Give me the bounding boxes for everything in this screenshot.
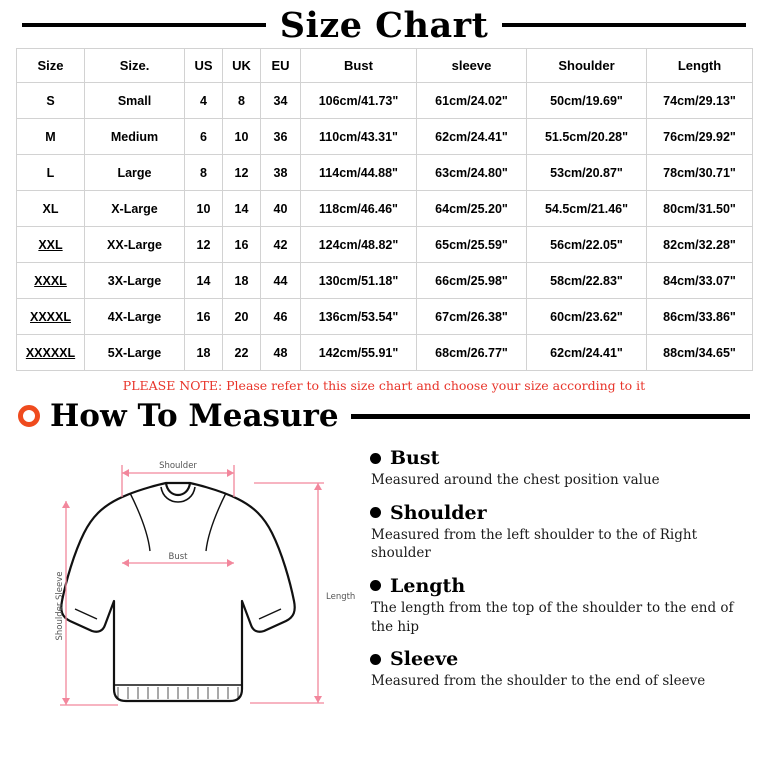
measure-definitions bbox=[370, 441, 742, 741]
cell-eu: 48 bbox=[261, 335, 301, 371]
definition-title: Shoulder bbox=[390, 501, 487, 524]
cell-eu: 44 bbox=[261, 263, 301, 299]
cell-uk: 16 bbox=[223, 227, 261, 263]
cell-bust: 114cm/44.88" bbox=[301, 155, 417, 191]
cell-length: 84cm/33.07" bbox=[647, 263, 753, 299]
definition-title: Bust bbox=[390, 447, 440, 469]
table-row bbox=[17, 191, 753, 227]
col-us: US bbox=[185, 49, 223, 83]
cell-us: 6 bbox=[185, 119, 223, 155]
cell-uk: 22 bbox=[223, 335, 261, 371]
title-rule-right bbox=[502, 23, 746, 27]
cell-bust: 106cm/41.73" bbox=[301, 83, 417, 119]
cell-us: 18 bbox=[185, 335, 223, 371]
cell-size-name: X-Large bbox=[85, 191, 185, 227]
cell-shoulder: 60cm/23.62" bbox=[527, 299, 647, 335]
cell-sleeve: 65cm/25.59" bbox=[417, 227, 527, 263]
cell-uk: 10 bbox=[223, 119, 261, 155]
cell-shoulder: 56cm/22.05" bbox=[527, 227, 647, 263]
col-sleeve: sleeve bbox=[417, 49, 527, 83]
cell-us: 14 bbox=[185, 263, 223, 299]
cell-size: XXXL bbox=[17, 263, 85, 299]
cell-uk: 8 bbox=[223, 83, 261, 119]
definition-head bbox=[370, 502, 742, 524]
cell-bust: 142cm/55.91" bbox=[301, 335, 417, 371]
table-row bbox=[17, 83, 753, 119]
col-bust: Bust bbox=[301, 49, 417, 83]
cell-eu: 40 bbox=[261, 191, 301, 227]
cell-length: 88cm/34.65" bbox=[647, 335, 753, 371]
cell-size: S bbox=[17, 83, 85, 119]
cell-us: 12 bbox=[185, 227, 223, 263]
definition-body: Measured from the shoulder to the end of sleeve bbox=[371, 673, 706, 690]
cell-us: 4 bbox=[185, 83, 223, 119]
col-shoulder: Shoulder bbox=[527, 49, 647, 83]
table-row bbox=[17, 227, 753, 263]
col-uk: UK bbox=[223, 49, 261, 83]
cell-size-name: 3X-Large bbox=[85, 263, 185, 299]
cell-size-name: Medium bbox=[85, 119, 185, 155]
size-table-body bbox=[17, 83, 753, 371]
dot-bullet-icon bbox=[370, 580, 381, 591]
table-row bbox=[17, 335, 753, 371]
cell-uk: 14 bbox=[223, 191, 261, 227]
size-chart-title-row bbox=[0, 0, 768, 44]
label-shoulder: Shoulder bbox=[159, 461, 197, 471]
cell-length: 74cm/29.13" bbox=[647, 83, 753, 119]
cell-eu: 36 bbox=[261, 119, 301, 155]
please-note-text: PLEASE NOTE: Please refer to this size chart and choose your size according to it bbox=[122, 378, 646, 393]
cell-shoulder: 58cm/22.83" bbox=[527, 263, 647, 299]
cell-size-name: 5X-Large bbox=[85, 335, 185, 371]
definition-length bbox=[370, 575, 742, 636]
how-to-measure-header bbox=[0, 395, 768, 435]
cell-sleeve: 64cm/25.20" bbox=[417, 191, 527, 227]
definition-title: Length bbox=[390, 574, 466, 597]
col-eu: EU bbox=[261, 49, 301, 83]
cell-sleeve: 61cm/24.02" bbox=[417, 83, 527, 119]
cell-uk: 20 bbox=[223, 299, 261, 335]
cell-sleeve: 67cm/26.38" bbox=[417, 299, 527, 335]
dot-bullet-icon bbox=[370, 654, 381, 665]
cell-size: L bbox=[17, 155, 85, 191]
label-bust: Bust bbox=[168, 552, 188, 562]
cell-eu: 46 bbox=[261, 299, 301, 335]
page-title: Size Chart bbox=[279, 4, 489, 46]
cell-bust: 118cm/46.46" bbox=[301, 191, 417, 227]
table-row bbox=[17, 155, 753, 191]
cell-length: 76cm/29.92" bbox=[647, 119, 753, 155]
table-row bbox=[17, 263, 753, 299]
cell-bust: 124cm/48.82" bbox=[301, 227, 417, 263]
cell-size-name: 4X-Large bbox=[85, 299, 185, 335]
col-length: Length bbox=[647, 49, 753, 83]
cell-size-name: Large bbox=[85, 155, 185, 191]
cell-shoulder: 51.5cm/20.28" bbox=[527, 119, 647, 155]
cell-size-name: Small bbox=[85, 83, 185, 119]
definition-shoulder bbox=[370, 502, 742, 563]
size-table-head bbox=[17, 49, 753, 83]
cell-size-name: XX-Large bbox=[85, 227, 185, 263]
how-to-measure-rule bbox=[351, 414, 750, 419]
cell-size: XL bbox=[17, 191, 85, 227]
cell-size: XXL bbox=[17, 227, 85, 263]
definition-body: Measured from the left shoulder to the of Right shoulder bbox=[371, 526, 697, 562]
size-table-wrap bbox=[0, 44, 768, 371]
definition-body: Measured around the chest position value bbox=[371, 472, 660, 488]
table-row bbox=[17, 119, 753, 155]
definition-head bbox=[370, 575, 742, 597]
cell-sleeve: 68cm/26.77" bbox=[417, 335, 527, 371]
col-size-name: Size. bbox=[85, 49, 185, 83]
definition-sleeve bbox=[370, 648, 742, 691]
cell-uk: 18 bbox=[223, 263, 261, 299]
cell-length: 80cm/31.50" bbox=[647, 191, 753, 227]
label-sleeve: Shoulder Sleeve bbox=[55, 571, 65, 641]
cell-shoulder: 54.5cm/21.46" bbox=[527, 191, 647, 227]
sweatshirt-illustration-svg bbox=[18, 441, 370, 741]
dot-bullet-icon bbox=[370, 507, 381, 518]
cell-bust: 110cm/43.31" bbox=[301, 119, 417, 155]
cell-shoulder: 50cm/19.69" bbox=[527, 83, 647, 119]
cell-size: XXXXXL bbox=[17, 335, 85, 371]
cell-eu: 38 bbox=[261, 155, 301, 191]
cell-bust: 136cm/53.54" bbox=[301, 299, 417, 335]
table-row bbox=[17, 299, 753, 335]
definition-title: Sleeve bbox=[390, 648, 459, 671]
ring-bullet-icon bbox=[18, 405, 40, 427]
definition-bust bbox=[370, 447, 742, 490]
cell-size: M bbox=[17, 119, 85, 155]
cell-sleeve: 62cm/24.41" bbox=[417, 119, 527, 155]
cell-shoulder: 53cm/20.87" bbox=[527, 155, 647, 191]
cell-sleeve: 63cm/24.80" bbox=[417, 155, 527, 191]
cell-uk: 12 bbox=[223, 155, 261, 191]
cell-eu: 42 bbox=[261, 227, 301, 263]
cell-shoulder: 62cm/24.41" bbox=[527, 335, 647, 371]
cell-sleeve: 66cm/25.98" bbox=[417, 263, 527, 299]
dot-bullet-icon bbox=[370, 453, 381, 464]
cell-bust: 130cm/51.18" bbox=[301, 263, 417, 299]
cell-length: 78cm/30.71" bbox=[647, 155, 753, 191]
cell-us: 8 bbox=[185, 155, 223, 191]
cell-us: 10 bbox=[185, 191, 223, 227]
cell-length: 86cm/33.86" bbox=[647, 299, 753, 335]
label-length: Length bbox=[326, 592, 356, 602]
col-size: Size bbox=[17, 49, 85, 83]
size-table bbox=[16, 48, 753, 371]
cell-length: 82cm/32.28" bbox=[647, 227, 753, 263]
definition-body: The length from the top of the shoulder to the end of the hip bbox=[371, 599, 734, 635]
title-rule-left bbox=[22, 23, 266, 27]
garment-diagram bbox=[18, 441, 370, 741]
measure-content bbox=[0, 435, 768, 741]
cell-us: 16 bbox=[185, 299, 223, 335]
table-header-row bbox=[17, 49, 753, 83]
definition-head bbox=[370, 447, 742, 469]
how-to-measure-title: How To Measure bbox=[50, 398, 339, 434]
cell-eu: 34 bbox=[261, 83, 301, 119]
cell-size: XXXXL bbox=[17, 299, 85, 335]
definition-head bbox=[370, 648, 742, 670]
